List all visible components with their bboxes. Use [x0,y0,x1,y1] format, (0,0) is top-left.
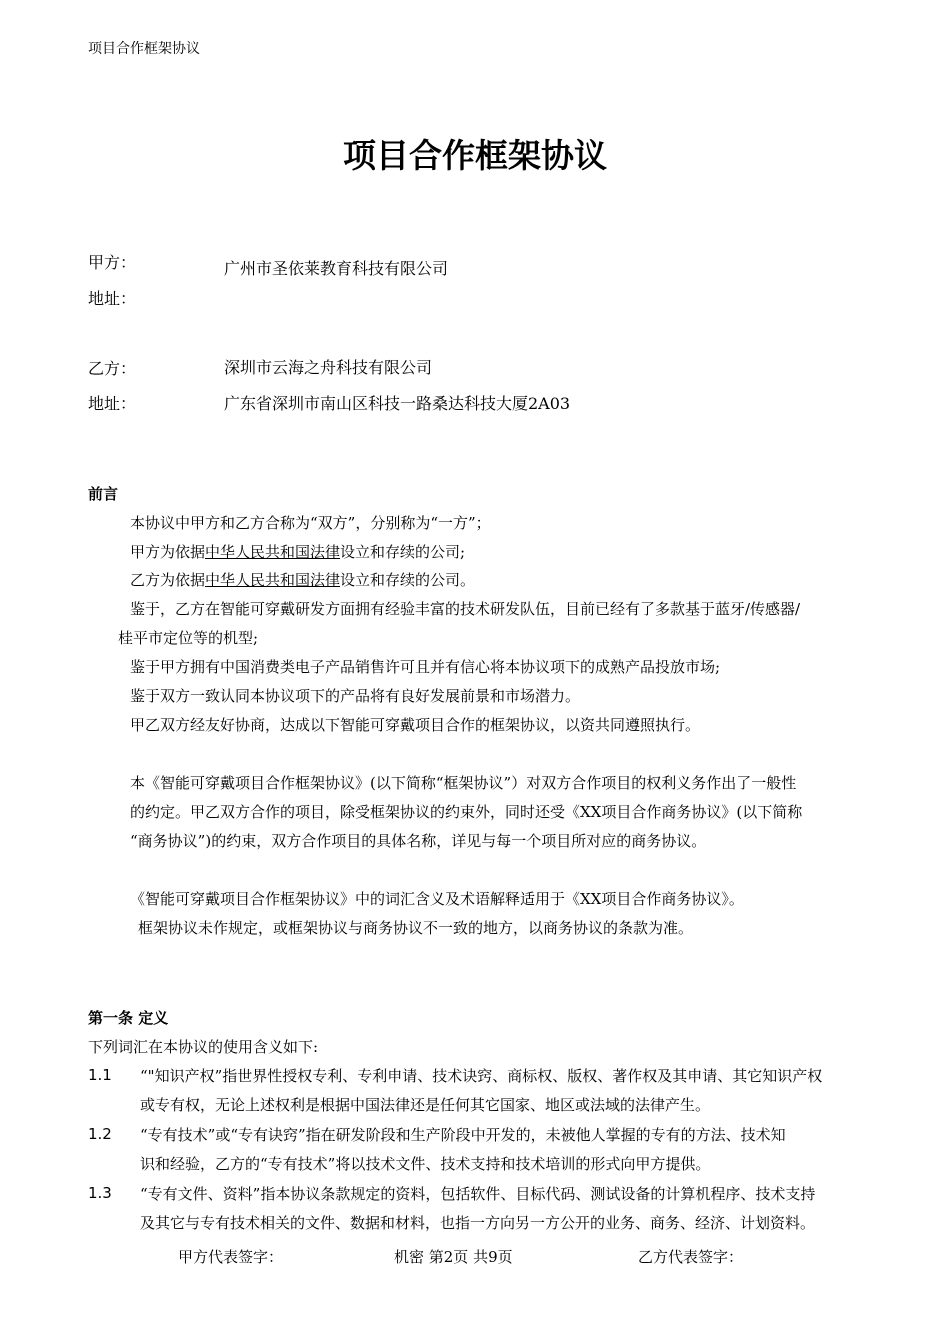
party-a-signature-label: 甲方代表签字： [178,1248,284,1266]
preface-line [130,569,475,590]
party-a-label: 甲方： [88,253,137,272]
preface-line [130,541,465,562]
article-1-intro: 下列词汇在本协议的使用含义如下: [88,1038,319,1056]
preface-text: 设立和存续的公司。 [340,571,476,589]
terms-paragraph-line: 《智能可穿戴项目合作框架协议》中的词汇含义及术语解释适用于《XX项目合作商务协议》。 [130,890,744,908]
party-a-name: 广州市圣依莱教育科技有限公司 [224,259,449,278]
article-1-heading: 第一条 定义 [88,1009,169,1027]
party-b-name: 深圳市云海之舟科技有限公司 [224,358,433,377]
definition-line: “"知识产权”指世界性授权专利、专利申请、技术诀窍、商标权、版权、著作权及其申请、其它知识产权 [140,1067,823,1085]
item-number: 1.1 [88,1066,112,1084]
law-link[interactable]: 中华人民共和国法律 [205,543,341,561]
party-b-address-label: 地址： [88,394,137,413]
party-b-signature-label: 乙方代表签字： [638,1248,744,1266]
party-b-address: 广东省深圳市南山区科技一路桑达科技大厦2A03 [224,394,571,413]
preface-line: 鉴于，乙方在智能可穿戴研发方面拥有经验丰富的技术研发队伍，目前已经有了多款基于蓝牙/传感器/ [130,600,801,618]
preface-line: 鉴于双方一致认同本协议项下的产品将有良好发展前景和市场潜力。 [130,687,581,705]
preface-heading: 前言 [88,485,119,503]
definition-line: 或专有权，无论上述权利是根据中国法律还是任何其它国家、地区或法域的法律产生。 [140,1096,711,1114]
party-a-address-label: 地址： [88,289,137,308]
preface-line: 桂平市定位等的机型; [118,629,259,647]
framework-paragraph-line: 的约定。甲乙双方合作的项目，除受框架协议的约束外，同时还受《XX项目合作商务协议》(以下简称 [130,803,803,821]
definition-line: “专有技术”或“专有诀窍”指在研发阶段和生产阶段中开发的，未被他人掌握的专有的方法、技术知 [140,1126,786,1144]
preface-line: 甲乙双方经友好协商，达成以下智能可穿戴项目合作的框架协议，以资共同遵照执行。 [130,716,701,734]
definition-line: 识和经验，乙方的“专有技术”将以技术文件、技术支持和技术培训的形式向甲方提供。 [140,1155,711,1173]
definition-line: 及其它与专有技术相关的文件、数据和材料，也指一方向另一方公开的业务、商务、经济、计划资料。 [140,1214,816,1232]
framework-paragraph-line: “商务协议”)的约束，双方合作项目的具体名称，详见与每一个项目所对应的商务协议。 [130,832,707,850]
page-info: 机密 第2页 共9页 [394,1248,513,1266]
preface-text: 设立和存续的公司; [340,543,466,561]
document-title: 项目合作框架协议 [343,136,607,175]
item-number: 1.2 [88,1125,112,1143]
running-header: 项目合作框架协议 [88,41,200,57]
preface-text: 乙方为依据 [130,571,206,589]
preface-text: 甲方为依据 [130,543,206,561]
definition-line: “专有文件、资料”指本协议条款规定的资料，包括软件、目标代码、测试设备的计算机程序、技术支持 [140,1185,816,1203]
preface-line: 鉴于甲方拥有中国消费类电子产品销售许可且并有信心将本协议项下的成熟产品投放市场; [130,658,721,676]
party-b-label: 乙方： [88,359,137,378]
law-link[interactable]: 中华人民共和国法律 [205,571,341,589]
framework-paragraph-line: 本《智能可穿戴项目合作框架协议》(以下简称“框架协议”）对双方合作项目的权利义务作出了一般性 [130,774,797,792]
item-number: 1.3 [88,1184,112,1202]
preface-line: 本协议中甲方和乙方合称为“双方”，分别称为“一方”； [130,514,491,532]
terms-paragraph-line: 框架协议未作规定，或框架协议与商务协议不一致的地方，以商务协议的条款为准。 [138,919,694,937]
